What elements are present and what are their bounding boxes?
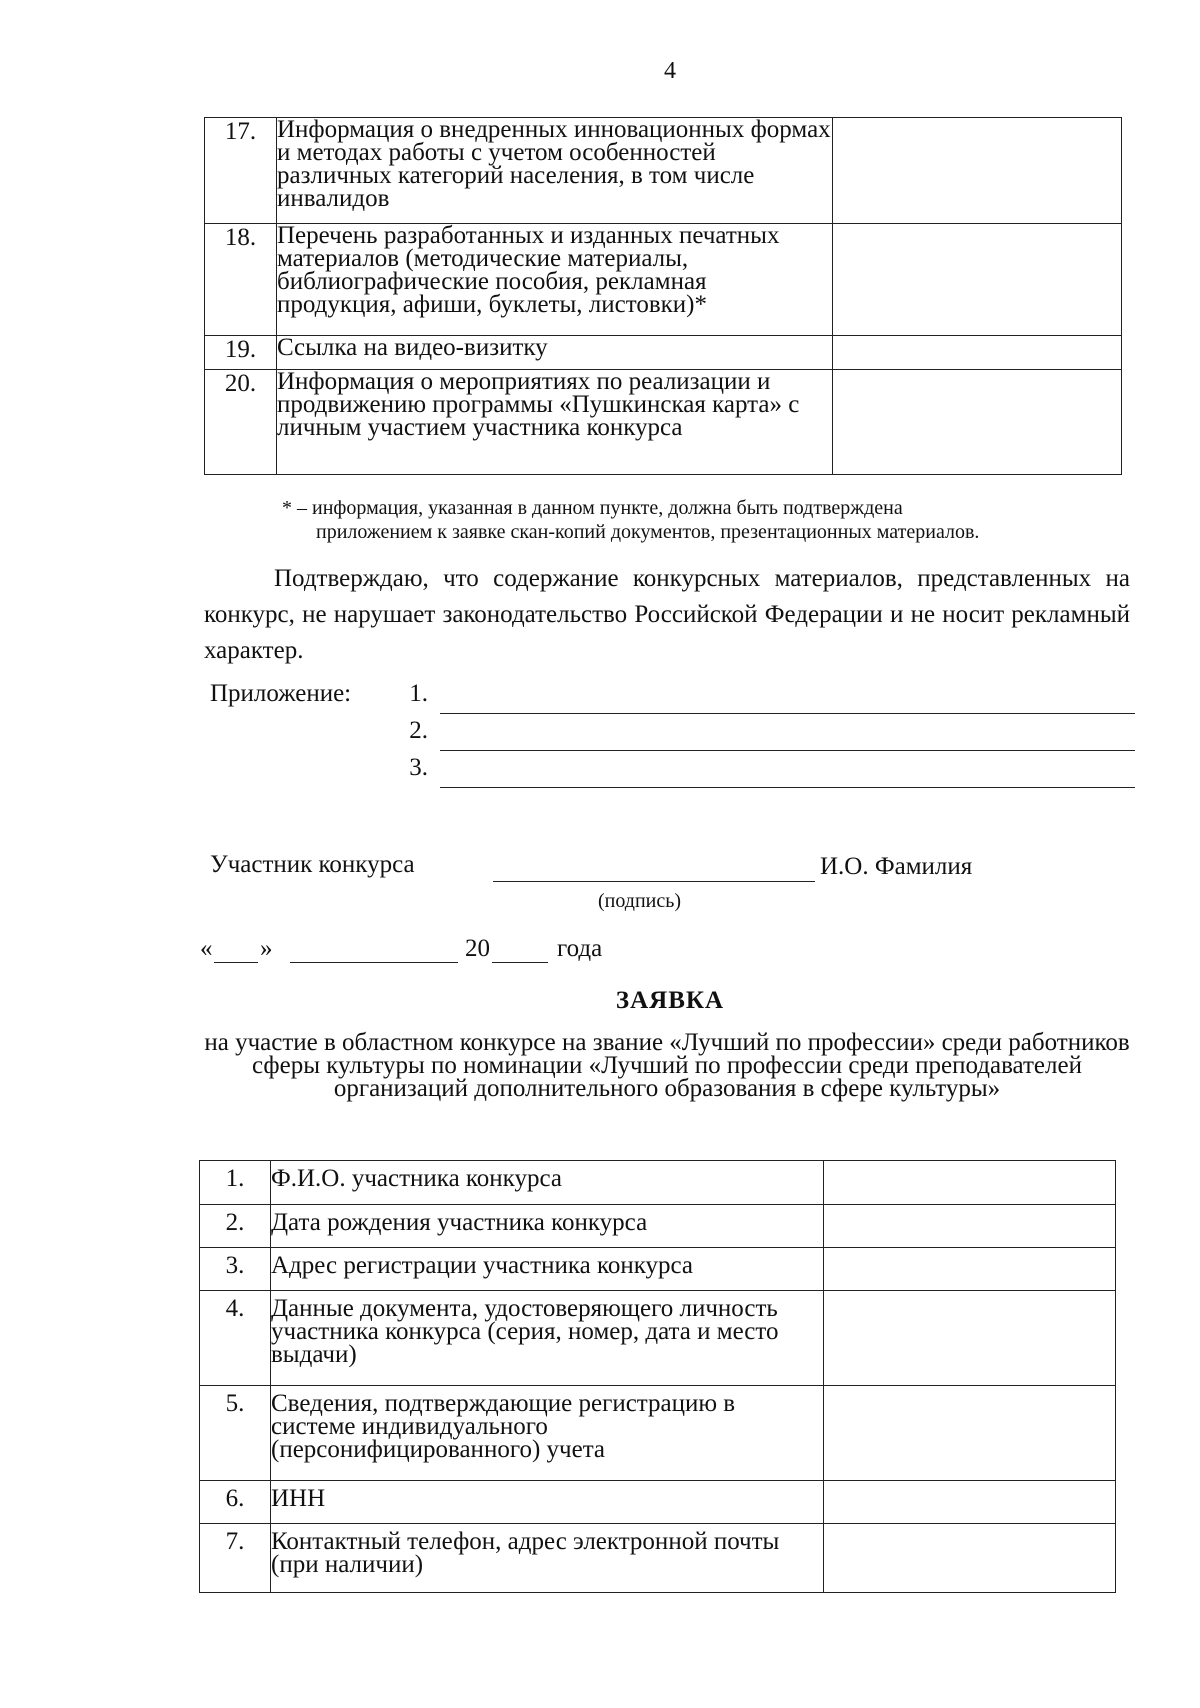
- application-title: ЗАЯВКА: [615, 987, 725, 1014]
- attachment-row: [398, 717, 1135, 753]
- row-number: 17.: [205, 118, 277, 224]
- table-row: [200, 1248, 1116, 1291]
- row-label: Информация о мероприятиях по реализации и продвижению программы «Пушкинская карта» с личным участием участника конкурса: [277, 370, 833, 475]
- row-label: ИНН: [271, 1481, 824, 1524]
- confirmation-paragraph: Подтверждаю, что содержание конкурсных материалов, представленных на конкурс, не нарушает законодательство Российской Федерации и не носит рекламный характер.: [204, 565, 1130, 664]
- row-value-cell[interactable]: [824, 1386, 1116, 1481]
- signature-role: Участник конкурса: [210, 851, 415, 878]
- row-value-cell[interactable]: [833, 336, 1122, 370]
- row-value-cell[interactable]: [824, 1524, 1116, 1593]
- row-number: 5.: [200, 1386, 271, 1481]
- table-row: [200, 1161, 1116, 1205]
- month-blank[interactable]: [290, 962, 458, 963]
- row-value-cell[interactable]: [824, 1205, 1116, 1248]
- applicant-table: [199, 1160, 1116, 1593]
- row-label: Информация о внедренных инновационных формах и методах работы с учетом особенностей различных категорий населения, в том числе инвалидов: [277, 118, 833, 224]
- attachment-number: 3.: [409, 754, 428, 781]
- criteria-table: [204, 117, 1122, 475]
- row-value-cell[interactable]: [833, 370, 1122, 475]
- table-row: [205, 224, 1122, 336]
- row-number: 18.: [205, 224, 277, 336]
- row-label: Адрес регистрации участника конкурса: [271, 1248, 824, 1291]
- table-row: [200, 1524, 1116, 1593]
- page-number: 4: [664, 58, 676, 84]
- year-blank[interactable]: [492, 962, 548, 963]
- row-label: Ссылка на видео-визитку: [277, 336, 833, 370]
- year-prefix: 20: [465, 935, 490, 962]
- row-value-cell[interactable]: [824, 1291, 1116, 1386]
- table-row: [200, 1386, 1116, 1481]
- attachment-row: [398, 680, 1135, 716]
- row-value-cell[interactable]: [833, 118, 1122, 224]
- row-value-cell[interactable]: [824, 1161, 1116, 1205]
- table-row: [205, 336, 1122, 370]
- row-number: 6.: [200, 1481, 271, 1524]
- row-number: 2.: [200, 1205, 271, 1248]
- attachment-number: 1.: [409, 680, 428, 707]
- attachment-number: 2.: [409, 717, 428, 744]
- attachment-input-line[interactable]: [440, 750, 1135, 751]
- table-row: [200, 1481, 1116, 1524]
- row-value-cell[interactable]: [833, 224, 1122, 336]
- footnote-line-2: приложением к заявке скан-копий документов, презентационных материалов.: [316, 521, 980, 543]
- signature-name: И.О. Фамилия: [820, 853, 973, 880]
- table-row: [205, 118, 1122, 224]
- row-label: Перечень разработанных и изданных печатных материалов (методические материалы, библиографические пособия, рекламная продукция, афиши, буклеты, листовки)*: [277, 224, 833, 336]
- year-suffix: года: [557, 935, 603, 962]
- row-value-cell[interactable]: [824, 1481, 1116, 1524]
- attachment-input-line[interactable]: [440, 787, 1135, 788]
- signature-caption: (подпись): [598, 890, 682, 912]
- attachment-row: [398, 754, 1135, 790]
- table-row: [200, 1291, 1116, 1386]
- table-row: [200, 1205, 1116, 1248]
- row-label: Сведения, подтверждающие регистрацию в системе индивидуального (персонифицированного) учета: [271, 1386, 824, 1481]
- footnote-line-1: * – информация, указанная в данном пункте, должна быть подтверждена: [282, 497, 903, 519]
- signature-line[interactable]: [493, 881, 815, 882]
- application-subtitle: на участие в областном конкурсе на звание «Лучший по профессии» среди работников сферы культуры по номинации «Лучший по профессии среди преподавателей организаций дополнительного образования в сфере культуры»: [204, 1029, 1130, 1102]
- row-number: 7.: [200, 1524, 271, 1593]
- row-number: 4.: [200, 1291, 271, 1386]
- row-value-cell[interactable]: [824, 1248, 1116, 1291]
- row-label: Дата рождения участника конкурса: [271, 1205, 824, 1248]
- row-number: 1.: [200, 1161, 271, 1205]
- row-number: 3.: [200, 1248, 271, 1291]
- row-number: 20.: [205, 370, 277, 475]
- date-close-quote: »: [260, 935, 273, 962]
- table-row: [205, 370, 1122, 475]
- attachments-label: Приложение:: [210, 680, 352, 707]
- date-open-quote: «: [200, 935, 213, 962]
- row-number: 19.: [205, 336, 277, 370]
- date-line: [200, 935, 700, 975]
- footnote: [282, 496, 1142, 544]
- row-label: Ф.И.О. участника конкурса: [271, 1161, 824, 1205]
- attachment-input-line[interactable]: [440, 713, 1135, 714]
- day-blank[interactable]: [214, 962, 258, 963]
- row-label: Данные документа, удостоверяющего личность участника конкурса (серия, номер, дата и место выдачи): [271, 1291, 824, 1386]
- row-label: Контактный телефон, адрес электронной почты (при наличии): [271, 1524, 824, 1593]
